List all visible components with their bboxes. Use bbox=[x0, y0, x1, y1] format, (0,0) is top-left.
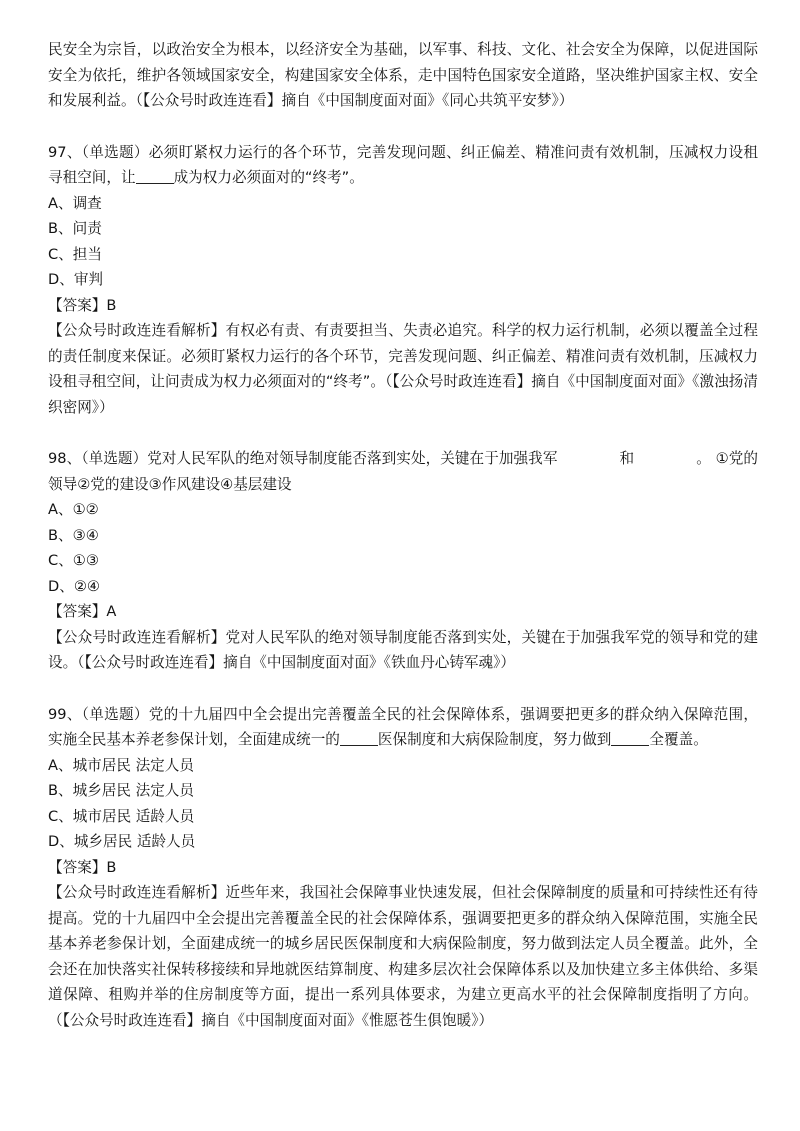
option-a: A、调查 bbox=[48, 194, 102, 212]
analysis-paragraph: 【公众号时政连连看解析】近些年来，我国社会保障事业快速发展，但社会保障制度的质量和可持续性还有待提高。党的十九届四中全会提出完善覆盖全民的社会保障体系，强调要把更多的群众纳入保障范围，实施全民基本养老参保计划，全面建成统一的城乡居民医保制度和大病保险制度，努力做到法定人员全覆盖。此外，全会还在加快落实社保转移接续和异地就医结算制度、构建多层次社会保障体系以及加快建立多主体供给、多渠道保障、租购并举的住房制度等方面，提出一系列具体要求，为建立更高水平的社会保障制度指明了方向。（【公众号时政连连看】摘自《中国制度面对面》《惟愿苍生俱饱暖》） bbox=[48, 884, 758, 1029]
option-a: A、①② bbox=[48, 501, 99, 518]
option-a: A、城市居民 法定人员 bbox=[48, 756, 194, 774]
answer-label: 【答案】A bbox=[48, 603, 117, 620]
stem-part-1: 98、（单选题）党对人民军队的绝对领导制度能否落到实处，关键在于加强我军 bbox=[48, 450, 558, 467]
option-d: D、②④ bbox=[48, 577, 100, 595]
stem-part-2: 。 ①党的领导②党的建设③作风建设④基层建设 bbox=[48, 450, 758, 493]
stem-part-1: 97、（单选题）必须盯紧权力运行的各个环节，完善发现问题、纠正偏差、精准问责有效机制，压减权力设租寻租空间，让 bbox=[48, 143, 758, 186]
stem-part-2: 全覆盖。 bbox=[649, 731, 708, 748]
option-c: C、担当 bbox=[48, 245, 102, 263]
stem-part-mid: 医保制度和大病保险制度，努力做到 bbox=[377, 731, 612, 748]
question-99 bbox=[48, 702, 758, 1034]
question-97 bbox=[48, 140, 758, 421]
question-stem bbox=[48, 446, 758, 497]
answer-blank bbox=[136, 168, 174, 184]
question-stem bbox=[48, 140, 758, 191]
document-page bbox=[48, 37, 758, 1033]
option-d: D、审判 bbox=[48, 271, 104, 288]
question-stem bbox=[48, 702, 758, 753]
option-c: C、城市居民 适龄人员 bbox=[48, 807, 195, 825]
analysis-paragraph: 【公众号时政连连看解析】党对人民军队的绝对领导制度能否落到实处，关键在于加强我军党的领导和党的建设。（【公众号时政连连看】摘自《中国制度面对面》《铁血丹心铸军魂》） bbox=[48, 628, 758, 671]
option-b: B、③④ bbox=[48, 526, 99, 544]
answer-blank bbox=[611, 730, 649, 746]
option-d: D、城乡居民 适龄人员 bbox=[48, 833, 196, 850]
answer-blank bbox=[340, 730, 378, 746]
option-b: B、问责 bbox=[48, 220, 102, 237]
stem-part-mid: 和 bbox=[619, 450, 635, 467]
answer-label: 【答案】B bbox=[48, 858, 117, 876]
analysis-paragraph: 【公众号时政连连看解析】有权必有责、有责要担当、失责必追究。科学的权力运行机制，必须以覆盖全过程的责任制度来保证。必须盯紧权力运行的各个环节，完善发现问题、纠正偏差、精准问责有效机制，压减权力设租寻租空间，让问责成为权力必须面对的“终考”。（【公众号时政连连看】摘自《中国制度面对面》《激浊扬清织密网》） bbox=[48, 322, 758, 416]
answer-label: 【答案】B bbox=[48, 296, 117, 314]
option-b: B、城乡居民 法定人员 bbox=[48, 782, 194, 799]
option-c: C、①③ bbox=[48, 552, 99, 569]
stem-part-1: 99、（单选题）党的十九届四中全会提出完善覆盖全民的社会保障体系，强调要把更多的群众纳入保障范围，实施全民基本养老参保计划，全面建成统一的 bbox=[48, 705, 758, 748]
stem-part-2: 成为权力必须面对的“终考”。 bbox=[173, 169, 364, 186]
question-98 bbox=[48, 446, 758, 676]
intro-paragraph: 民安全为宗旨，以政治安全为根本，以经济安全为基础，以军事、科技、文化、社会安全为保障，以促进国际安全为依托，维护各领域国家安全，构建国家安全体系，走中国特色国家安全道路，坚决维护国家主权、安全和发展利益。（【公众号时政连连看】摘自《中国制度面对面》《同心共筑平安梦》） bbox=[48, 41, 758, 109]
